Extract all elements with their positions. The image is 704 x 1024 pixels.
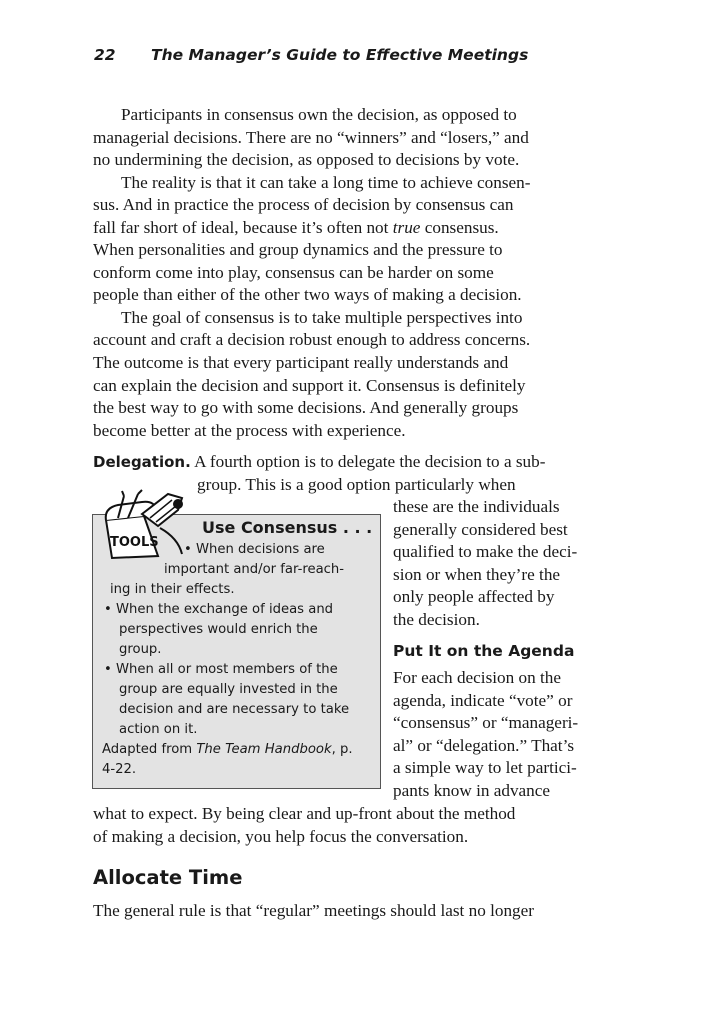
text-line: group. This is a good option particularly when (197, 474, 516, 494)
text-line: only people affected by (393, 587, 555, 607)
text-line: Participants in consensus own the decision, as opposed to (121, 105, 517, 124)
bullet-item: • When the exchange of ideas and (104, 602, 334, 617)
bullet-item: • When all or most members of the (104, 662, 338, 677)
body-text (93, 104, 613, 442)
text-line: managerial decisions. There are no “winners” and “losers,” and (93, 127, 529, 147)
text-line: no undermining the decision, as opposed to decisions by vote. (93, 150, 520, 170)
emphasis: true (392, 217, 421, 237)
text-line: perspectives would enrich the (119, 622, 318, 637)
text-line: important and/or far-reach- (164, 562, 345, 577)
text-fragment: , p. (331, 742, 353, 757)
text-line: can explain the decision and support it. Consensus is definitely (93, 375, 526, 395)
agenda-continued (93, 803, 613, 848)
text-line: al” or “delegation.” That’s (393, 735, 575, 755)
text-line (93, 217, 613, 240)
source-note-line2: 4-22. (102, 762, 137, 777)
source-title: The Team Handbook (196, 742, 332, 757)
text-line: group are equally invested in the (119, 682, 338, 697)
text-line: people than either of the other two ways of making a decision. (93, 285, 522, 305)
text-line: conform come into play, consensus can be harder on some (93, 262, 494, 282)
section-heading: Allocate Time (93, 866, 243, 889)
delegation-term: Delegation. (93, 453, 191, 471)
agenda-text (393, 667, 633, 802)
text-line: “consensus” or “manageri- (393, 713, 579, 733)
text-line: decision and are necessary to take (119, 702, 350, 717)
text-line: what to expect. By being clear and up-front about the method (93, 804, 516, 823)
text-line: become better at the process with experience. (93, 420, 406, 440)
text-line: these are the individuals (393, 497, 560, 516)
text-line: When personalities and group dynamics and the pressure to (93, 240, 503, 260)
text-line: The goal of consensus is to take multiple perspectives into (121, 307, 523, 327)
page-number: 22 (94, 46, 116, 64)
text-line: group. (119, 642, 162, 657)
source-note (102, 740, 377, 760)
text-line: For each decision on the (393, 668, 562, 687)
paragraph-1 (93, 104, 613, 172)
paragraph-2 (93, 172, 613, 307)
running-header (94, 46, 528, 64)
paragraph-3 (93, 307, 613, 442)
section-text (93, 900, 613, 923)
text-line: of making a decision, you help focus the conversation. (93, 826, 469, 846)
text-fragment: Adapted from (102, 742, 197, 757)
text-line: agenda, indicate “vote” or (393, 690, 573, 710)
text-line: action on it. (119, 722, 198, 737)
text-fragment: fall far short of ideal, because it’s often not (93, 217, 393, 237)
text-line: sion or when they’re the (393, 564, 561, 584)
delegation-continued (393, 496, 633, 631)
text-line: The general rule is that “regular” meetings should last no longer (93, 901, 535, 920)
tools-box-title: Use Consensus . . . (202, 518, 373, 537)
text-line: the best way to go with some decisions. And generally groups (93, 398, 519, 418)
text-line: sus. And in practice the process of decision by consensus can (93, 195, 514, 215)
text-line: qualified to make the deci- (393, 542, 578, 562)
text-line: ing in their effects. (110, 582, 235, 597)
book-title: The Manager’s Guide to Effective Meetings (151, 46, 529, 64)
text-line (93, 451, 618, 474)
text-line: generally considered best (393, 519, 568, 539)
text-fragment: consensus. (420, 217, 499, 237)
text-fragment: A fourth option is to delegate the decision to a sub- (190, 452, 546, 471)
text-line: a simple way to let partici- (393, 758, 577, 778)
bullet-item: • When decisions are (184, 542, 325, 557)
text-line: account and craft a decision robust enough to address concerns. (93, 330, 531, 350)
text-line: the decision. (393, 609, 480, 629)
agenda-heading: Put It on the Agenda (393, 642, 575, 660)
toolbox-label: TOOLS (110, 535, 159, 550)
text-line: The reality is that it can take a long time to achieve consen- (121, 172, 531, 192)
text-line: pants know in advance (393, 780, 551, 800)
tools-box-list (102, 540, 377, 780)
text-line: The outcome is that every participant really understands and (93, 353, 509, 373)
